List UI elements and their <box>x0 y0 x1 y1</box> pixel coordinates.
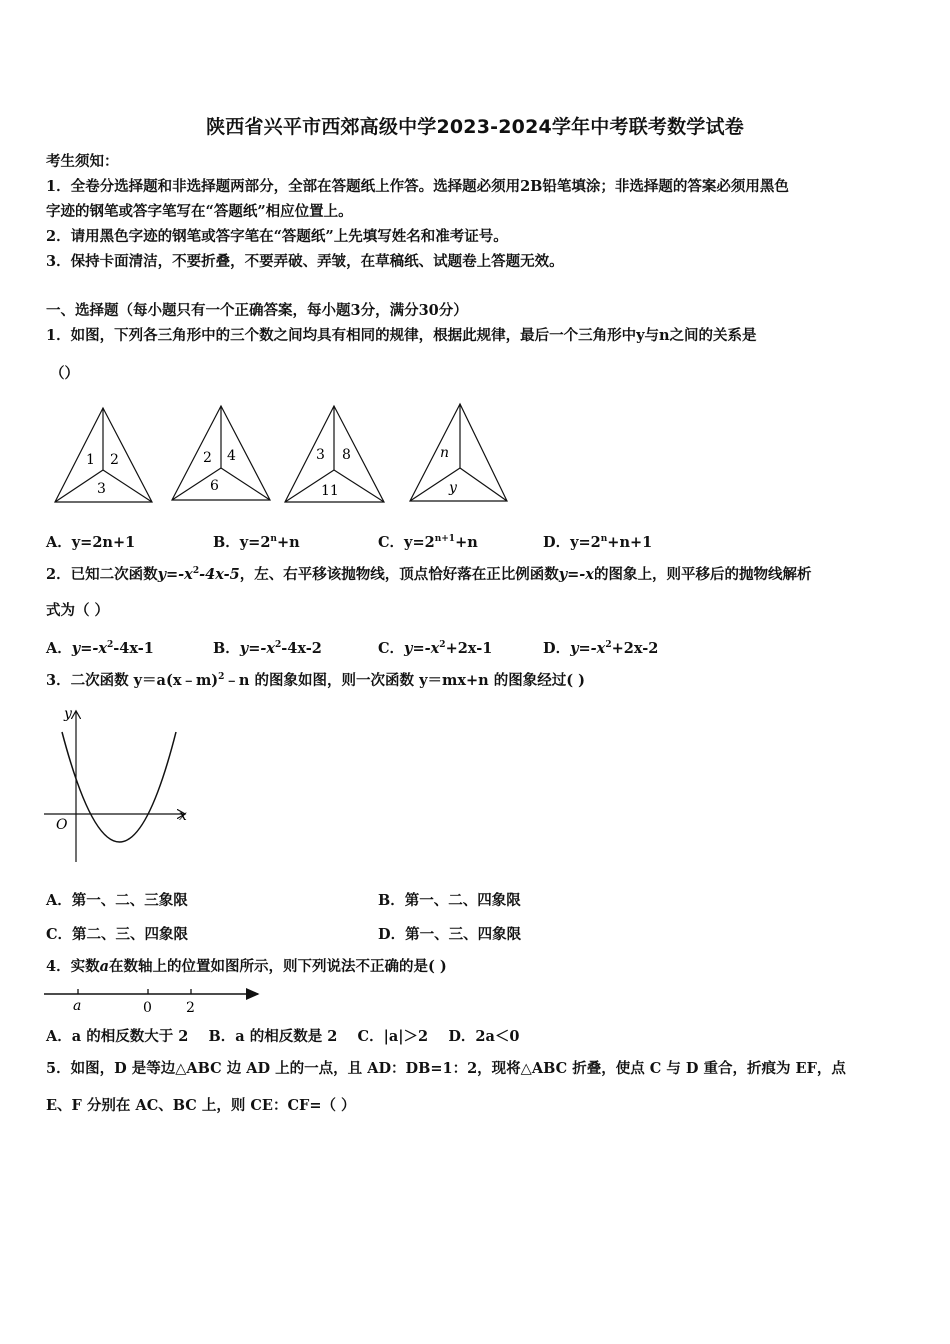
q1-option-b[interactable] <box>213 531 300 552</box>
q3-option-c[interactable]: C．第二、三、四象限 <box>46 926 189 943</box>
q2-option-a-label: A． <box>46 640 72 657</box>
q4-label-2: 2 <box>186 1000 195 1016</box>
triangle-2-right: 4 <box>227 448 236 464</box>
q3-y-label: y <box>64 706 72 722</box>
triangle-1 <box>55 408 152 502</box>
q3-option-d[interactable]: D．第一、三、四象限 <box>378 926 522 943</box>
triangle-2-bottom: 6 <box>210 478 219 494</box>
q2-option-a-base: y=-x <box>71 640 108 657</box>
triangle-4-left: n <box>440 445 450 461</box>
q1-option-c-base: C．y=2 <box>378 534 435 551</box>
q1-option-d[interactable] <box>543 531 652 552</box>
q3-origin-label: O <box>56 817 68 833</box>
q3-text <box>46 671 585 691</box>
triangle-2-left: 2 <box>203 450 212 466</box>
q3-text-exp: 2 <box>218 672 225 683</box>
q1-option-b-exp: n <box>270 534 277 545</box>
q2-option-d-tail: +2x-2 <box>611 640 659 657</box>
q4-label-0: 0 <box>143 1000 152 1016</box>
q2-text-part1: 2．已知二次函数 <box>46 566 158 583</box>
notice-item-1: 1．全卷分选择题和非选择题两部分，全部在答题纸上作答。选择题必须用2B铅笔填涂；非选择题的答案必须用黑色 <box>46 178 789 195</box>
q2-option-c-exp: 2 <box>439 640 446 651</box>
notice-heading: 考生须知： <box>46 153 119 170</box>
q4-variable: a <box>99 958 109 975</box>
q1-option-d-base: D．y=2 <box>543 534 601 551</box>
q4-label-a: a <box>73 998 82 1014</box>
triangle-3-right: 8 <box>342 447 351 463</box>
q2-function-base: y=-x <box>157 566 193 583</box>
q2-option-c[interactable] <box>378 637 492 658</box>
q2-option-d-label: D． <box>543 640 571 657</box>
q1-paren: （） <box>50 365 79 382</box>
q1-triangles-figure <box>0 398 950 510</box>
triangle-1-bottom: 3 <box>97 481 106 497</box>
triangle-3-left: 3 <box>316 447 325 463</box>
q2-option-c-base: y=-x <box>404 640 440 657</box>
q2-option-d[interactable] <box>543 637 658 658</box>
q2-option-b-base: y=-x <box>239 640 276 657</box>
q2-function-tail: -4x-5 <box>199 566 240 583</box>
notice-item-2: 2．请用黑色字迹的钢笔或答字笔在“答题纸”上先填写姓名和准考证号。 <box>46 228 508 245</box>
q1-option-c-exp: n+1 <box>434 534 456 545</box>
q5-text-line2: E、F 分别在 AC、BC 上，则 CE：CF=（ ） <box>46 1097 356 1114</box>
q4-options[interactable]: A．a 的相反数大于 2 B．a 的相反数是 2 C．|a|＞2 D．2a＜0 <box>46 1028 520 1045</box>
q3-text-part1: 3．二次函数 y＝a(x﹣m) <box>46 672 219 689</box>
q1-text: 1．如图，下列各三角形中的三个数之间均具有相同的规律，根据此规律，最后一个三角形中y与n之间的关系是 <box>46 327 757 344</box>
q2-option-a[interactable] <box>46 637 154 658</box>
q1-option-b-tail: +n <box>276 534 300 551</box>
q2-option-b-tail: -4x-2 <box>281 640 322 657</box>
q4-number-line <box>40 984 275 1016</box>
q4-text-part2: 在数轴上的位置如图所示，则下列说法不正确的是( ) <box>109 958 447 975</box>
q4-text <box>46 957 447 977</box>
q2-linear-function: y=-x <box>558 566 594 583</box>
triangle-4-bottom: y <box>449 480 457 496</box>
exam-title: 陕西省兴平市西郊高级中学2023-2024学年中考联考数学试卷 <box>206 116 744 138</box>
q1-option-d-tail: +n+1 <box>607 534 653 551</box>
q3-option-b[interactable]: B．第一、二、四象限 <box>378 892 521 909</box>
q2-option-b-exp: 2 <box>275 640 282 651</box>
notice-item-1-cont: 字迹的钢笔或答字笔写在“答题纸”相应位置上。 <box>46 203 353 220</box>
q2-text-part3: 的图象上，则平移后的抛物线解析 <box>593 566 812 583</box>
q3-parabola-curve <box>62 732 176 842</box>
q2-text-line2: 式为（ ） <box>46 602 110 619</box>
triangle-1-right: 2 <box>110 452 119 468</box>
notice-item-3: 3．保持卡面清洁，不要折叠，不要弄破、弄皱，在草稿纸、试题卷上答题无效。 <box>46 253 564 270</box>
q2-option-b[interactable] <box>213 637 322 658</box>
q2-function-exp: 2 <box>192 566 200 577</box>
q3-option-a[interactable]: A．第一、二、三象限 <box>46 892 188 909</box>
q2-option-b-label: B． <box>213 640 240 657</box>
q2-option-c-tail: +2x-1 <box>445 640 493 657</box>
q3-text-part2: ﹣n 的图象如图，则一次函数 y＝mx+n 的图象经过( ) <box>224 672 585 689</box>
q1-option-b-base: B．y=2 <box>213 534 271 551</box>
q2-option-c-label: C． <box>378 640 405 657</box>
triangle-3-bottom: 11 <box>321 483 339 499</box>
q2-text-part2: ，左、右平移该抛物线，顶点恰好落在正比例函数 <box>239 566 559 583</box>
q1-option-a[interactable]: A．y=2n+1 <box>46 534 136 551</box>
triangle-1-left: 1 <box>86 452 95 468</box>
q4-text-part1: 4．实数 <box>46 958 100 975</box>
q2-option-a-tail: -4x-1 <box>113 640 154 657</box>
q5-text: 5．如图，D 是等边△ABC 边 AD 上的一点，且 AD：DB=1：2，现将△ABC 折叠，使点 C 与 D 重合，折痕为 EF，点 <box>46 1060 846 1077</box>
q2-option-a-exp: 2 <box>107 640 114 651</box>
section-heading: 一、选择题（每小题只有一个正确答案，每小题3分，满分30分） <box>46 302 468 319</box>
q3-parabola-graph <box>40 702 200 867</box>
triangle-2 <box>172 406 270 500</box>
triangle-3 <box>285 406 384 502</box>
triangle-4 <box>410 404 507 501</box>
q2-text <box>46 565 811 585</box>
q1-option-d-exp: n <box>600 534 608 545</box>
q2-option-d-base: y=-x <box>570 640 606 657</box>
q1-option-c[interactable] <box>378 531 478 552</box>
q3-x-label: x <box>179 808 187 824</box>
q1-option-c-tail: +n <box>455 534 478 551</box>
q2-option-d-exp: 2 <box>605 640 612 651</box>
